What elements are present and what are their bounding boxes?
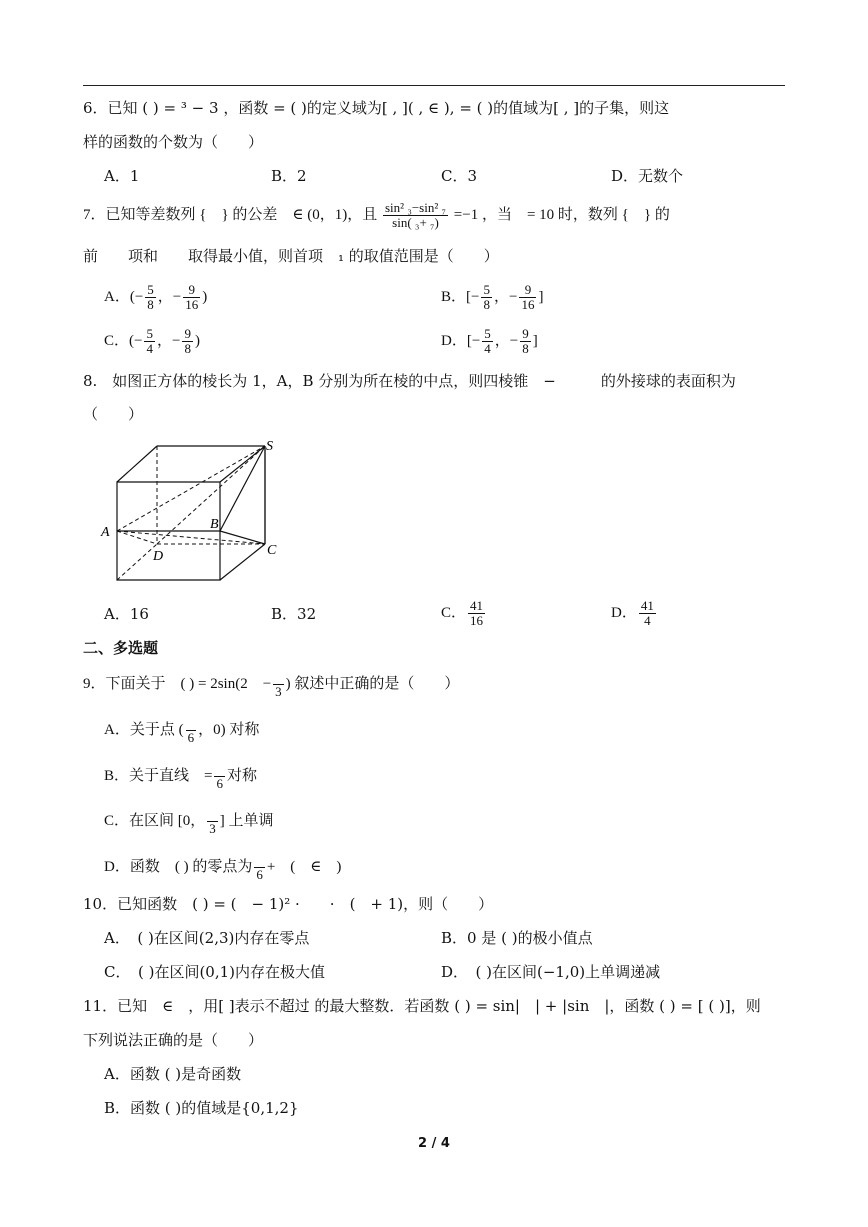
q9-option-c xyxy=(104,807,274,836)
q8-stem-line2: （ ） xyxy=(83,405,144,423)
q8-option-b: B．32 xyxy=(271,605,317,623)
q9-stem-frac xyxy=(273,670,284,699)
label-d: D xyxy=(153,549,164,564)
q7-a-frac1-num: 5 xyxy=(147,282,154,298)
q7-a-end: ) xyxy=(202,289,208,305)
q7-option-d xyxy=(441,326,538,356)
q7-stem-part1: 7．已知等差数列 { } 的公差 ∈ (0，1)，且 xyxy=(83,207,378,223)
q8-stem-line1: 8. 如图正方体的棱长为 1，A，B 分别为所在棱的中点，则四棱锥 − 的外接球的表面积为 xyxy=(83,372,736,390)
cube-figure xyxy=(95,432,290,587)
q11-option-a: A．函数 ( )是奇函数 xyxy=(104,1065,242,1083)
q7-fraction-numerator: sin² ₃−sin² ₇ xyxy=(385,200,447,216)
q9-d-frac xyxy=(254,853,265,882)
q9-c-frac-num xyxy=(207,807,218,822)
q7-d-frac2 xyxy=(520,327,531,356)
q8-option-d xyxy=(611,598,658,628)
q11-stem-line2: 下列说法正确的是（ ） xyxy=(83,1031,264,1049)
section-heading: 二、多选题 xyxy=(83,639,159,657)
q7-b-frac2 xyxy=(519,283,536,312)
q7-a-frac2-den: 16 xyxy=(185,297,199,313)
q6-option-d: D．无数个 xyxy=(611,167,684,185)
label-s: S xyxy=(266,439,273,454)
q9-b-frac-den: 6 xyxy=(216,776,223,792)
header-rule xyxy=(83,85,785,86)
q7-d-frac2-den: 8 xyxy=(522,341,529,357)
cube-edge-top-right xyxy=(220,446,265,482)
q7-c-frac1-den: 4 xyxy=(146,341,153,357)
q7-d-label: D．[− xyxy=(441,333,481,349)
label-b: B xyxy=(210,517,219,532)
q7-a-frac1-den: 8 xyxy=(147,297,154,313)
q7-b-label: B．[− xyxy=(441,289,480,305)
q7-stem-line1 xyxy=(83,198,670,232)
q9-stem-frac-den: 3 xyxy=(275,684,282,700)
q7-c-frac2-num: 9 xyxy=(184,326,191,342)
q7-a-sep: ，− xyxy=(157,289,182,305)
q9-c-part2: ] 上单调 xyxy=(219,813,274,829)
q9-b-part2: 对称 xyxy=(226,768,257,784)
q8-c-den: 16 xyxy=(470,613,484,629)
q7-option-b xyxy=(441,282,543,312)
q6-option-a: A．1 xyxy=(104,167,140,185)
label-c: C xyxy=(267,543,277,558)
q8-d-frac xyxy=(639,599,656,628)
q9-c-part1: C．在区间 [0， xyxy=(104,813,206,829)
pyramid-edge-bc xyxy=(220,531,265,544)
page-number: 2 / 4 xyxy=(418,1136,450,1151)
q7-b-frac1-den: 8 xyxy=(483,297,490,313)
q9-b-frac xyxy=(214,762,225,791)
q6-option-c: C．3 xyxy=(441,167,478,185)
q8-c-num: 41 xyxy=(470,598,484,614)
q7-a-frac2 xyxy=(183,283,200,312)
q7-b-end: ] xyxy=(538,289,544,305)
q9-c-frac xyxy=(207,807,218,836)
q9-option-b xyxy=(104,762,257,791)
q7-c-frac2 xyxy=(182,327,193,356)
pyramid-edge-bs xyxy=(220,446,265,531)
q11-option-b: B．函数 ( )的值域是{0,1,2} xyxy=(104,1099,299,1117)
q7-b-frac1-num: 5 xyxy=(483,282,490,298)
q6-stem-line1: 6．已知 ( ) = ³ − 3 ，函数 = ( )的定义域为[ , ]( , ∈ ), = ( )的值域为[ , ]的子集，则这 xyxy=(83,99,670,117)
label-a: A xyxy=(101,525,110,540)
q7-d-frac1-num: 5 xyxy=(484,326,491,342)
q6-option-b: B．2 xyxy=(271,167,307,185)
q7-a-label: A．(− xyxy=(104,289,144,305)
cube-hidden-edge-bottom-left xyxy=(117,544,157,580)
q9-a-part2: ，0) 对称 xyxy=(198,722,260,738)
q7-c-frac1-num: 5 xyxy=(146,326,153,342)
q8-d-num: 41 xyxy=(640,598,654,614)
q7-b-frac2-num: 9 xyxy=(519,283,536,298)
q7-c-end: ) xyxy=(194,333,200,349)
q7-d-frac1-den: 4 xyxy=(484,341,491,357)
q7-d-end: ] xyxy=(532,333,538,349)
q10-stem: 10．已知函数 ( ) = ( − 1)² · · ( + 1)，则（ ） xyxy=(83,895,494,913)
q8-d-den: 4 xyxy=(644,613,651,629)
cube-edge-bottom-right xyxy=(220,544,265,580)
q10-option-d: D． ( )在区间(−1,0)上单调递减 xyxy=(441,963,661,981)
q7-stem-line2: 前 项和 取得最小值，则首项 ₁ 的取值范围是（ ） xyxy=(83,247,499,265)
q7-fraction xyxy=(383,201,448,230)
q10-option-b: B．0 是 ( )的极小值点 xyxy=(441,929,593,947)
q7-c-frac1 xyxy=(144,327,155,356)
q9-stem-frac-num xyxy=(273,670,284,685)
cube-edge-top-left xyxy=(117,446,157,482)
q9-d-frac-num xyxy=(254,853,265,868)
q10-option-a: A． ( )在区间(2,3)内存在零点 xyxy=(104,929,310,947)
q8-option-c xyxy=(441,598,487,628)
q8-d-label: D． xyxy=(611,605,637,621)
q9-stem-part1: 9．下面关于 ( ) = 2sin(2 − xyxy=(83,676,272,692)
q6-stem-line2: 样的函数的个数为（ ） xyxy=(83,133,264,151)
q7-a-frac1 xyxy=(145,283,156,312)
q7-d-sep: ，− xyxy=(494,333,519,349)
q9-d-part1: D．函数 ( ) 的零点为 xyxy=(104,859,253,875)
q10-option-c: C． ( )在区间(0,1)内存在极大值 xyxy=(104,963,326,981)
q9-a-part1: A．关于点 ( xyxy=(104,722,184,738)
q11-stem-line1: 11．已知 ∈ ，用[ ]表示不超过 的最大整数．若函数 ( ) = sin| | + |sin |，函数 ( ) = [ ( )]，则 xyxy=(83,997,761,1015)
q9-a-frac-num xyxy=(186,716,197,731)
q9-c-frac-den: 3 xyxy=(209,821,216,837)
q8-c-frac xyxy=(468,599,485,628)
q8-option-a: A．16 xyxy=(104,605,149,623)
q7-option-a xyxy=(104,282,207,312)
q9-b-frac-num xyxy=(214,762,225,777)
q7-c-frac2-den: 8 xyxy=(184,341,191,357)
q7-stem-part2: =−1 ，当 = 10 时，数列 { } 的 xyxy=(453,207,670,223)
q7-b-frac2-den: 16 xyxy=(521,297,535,313)
q7-b-sep: ，− xyxy=(493,289,518,305)
q9-a-frac-den: 6 xyxy=(187,730,195,746)
q7-d-frac2-num: 9 xyxy=(522,326,529,342)
q9-stem-part2: ) 叙述中正确的是（ ） xyxy=(285,676,460,692)
q7-a-frac2-num: 9 xyxy=(183,283,200,298)
q7-c-sep: ，− xyxy=(156,333,181,349)
q9-a-frac xyxy=(186,716,197,745)
q9-stem xyxy=(83,670,459,699)
q7-c-label: C．(− xyxy=(104,333,143,349)
q7-option-c xyxy=(104,326,200,356)
q9-b-part1: B．关于直线 = xyxy=(104,768,213,784)
q8-c-label: C． xyxy=(441,605,467,621)
q9-d-frac-den: 6 xyxy=(256,867,263,883)
q9-option-d xyxy=(104,853,341,882)
pyramid-hidden-ad xyxy=(117,531,157,544)
q9-option-a xyxy=(104,716,259,745)
q7-fraction-denominator: sin( ₃+ ₇) xyxy=(392,215,439,231)
q7-b-frac1 xyxy=(481,283,492,312)
q7-d-frac1 xyxy=(482,327,493,356)
q9-d-part2: + ( ∈ ) xyxy=(266,859,342,875)
